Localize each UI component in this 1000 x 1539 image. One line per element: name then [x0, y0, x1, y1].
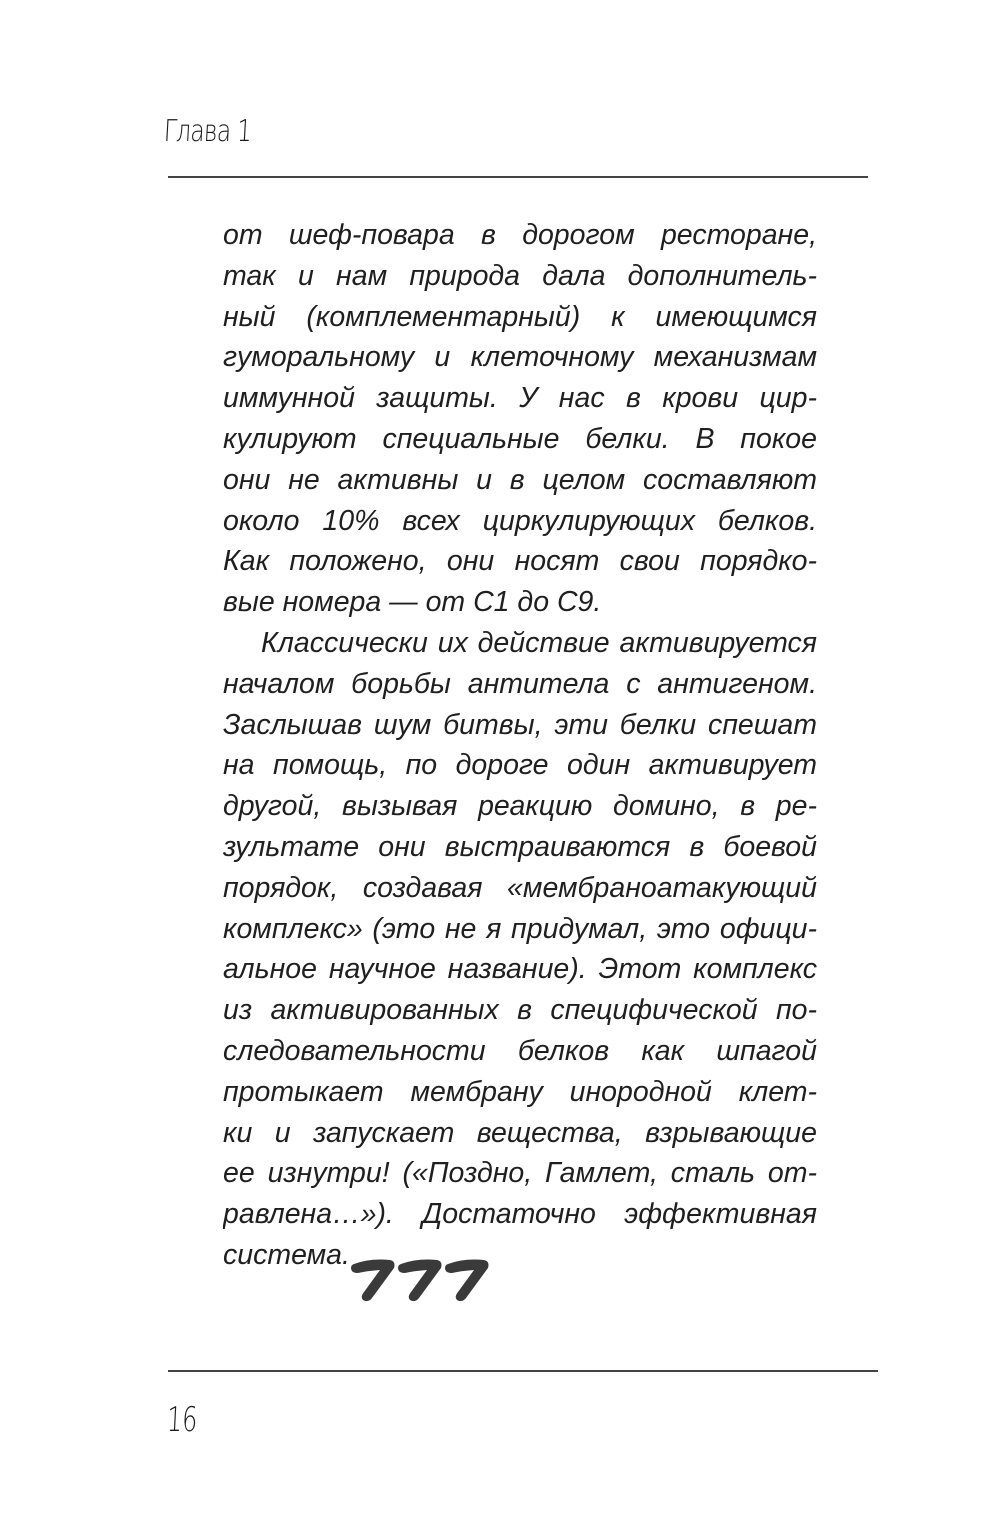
- text-line: система.: [223, 1238, 350, 1271]
- text-line: ее изнутри! («Поздно, Гамлет, сталь от-: [223, 1157, 817, 1190]
- footer-divider: [168, 1370, 878, 1372]
- text-line: они не активны и в целом составляют: [223, 463, 817, 496]
- text-line: ный (комплементарный) к имеющимся: [223, 300, 817, 333]
- text-line: комплекс» (это не я придумал, это офици-: [223, 912, 817, 945]
- text-line: Как положено, они носят свои порядко-: [223, 545, 817, 578]
- text-line: зультате они выстраиваются в боевой: [223, 830, 817, 863]
- chapter-running-head: Глава 1: [162, 114, 253, 149]
- page-number: 16: [166, 1400, 199, 1440]
- text-line: протыкает мембрану инородной клет-: [223, 1075, 817, 1108]
- triple-arrow-shapes: [351, 1260, 489, 1302]
- text-line: иммунной защиты. У нас в крови цир-: [223, 382, 817, 415]
- text-line: равлена…»). Достаточно эффективная: [223, 1198, 817, 1231]
- text-line: на помощь, по дороге один активирует: [223, 749, 817, 782]
- text-line: Классически их действие активируется: [261, 626, 817, 659]
- text-line: около 10% всех циркулирующих белков.: [223, 504, 817, 537]
- text-line: порядок, создавая «мембраноатакующий: [223, 871, 817, 904]
- triple-arrow-icon: [350, 1248, 500, 1308]
- text-line: из активированных в специфической по-: [223, 994, 817, 1027]
- text-line: ки и запускает вещества, взрывающие: [223, 1116, 817, 1149]
- text-line: кулируют специальные белки. В покое: [223, 422, 817, 455]
- text-line: началом борьбы антитела с антигеном.: [223, 667, 817, 700]
- body-text: [223, 215, 817, 1276]
- header-divider: [168, 176, 868, 178]
- text-line: Заслышав шум битвы, эти белки спешат: [223, 708, 817, 741]
- text-line: так и нам природа дала дополнитель-: [223, 259, 817, 292]
- text-line: вые номера — от С1 до С9.: [223, 586, 602, 619]
- text-line: другой, вызывая реакцию домино, в ре-: [223, 790, 817, 823]
- text-line: следовательности белков как шпагой: [223, 1034, 817, 1067]
- text-line: от шеф-повара в дорогом ресторане,: [223, 219, 817, 251]
- text-line: альное научное название). Этот комплекс: [223, 953, 817, 986]
- text-line: гуморальному и клеточному механизмам: [223, 341, 817, 374]
